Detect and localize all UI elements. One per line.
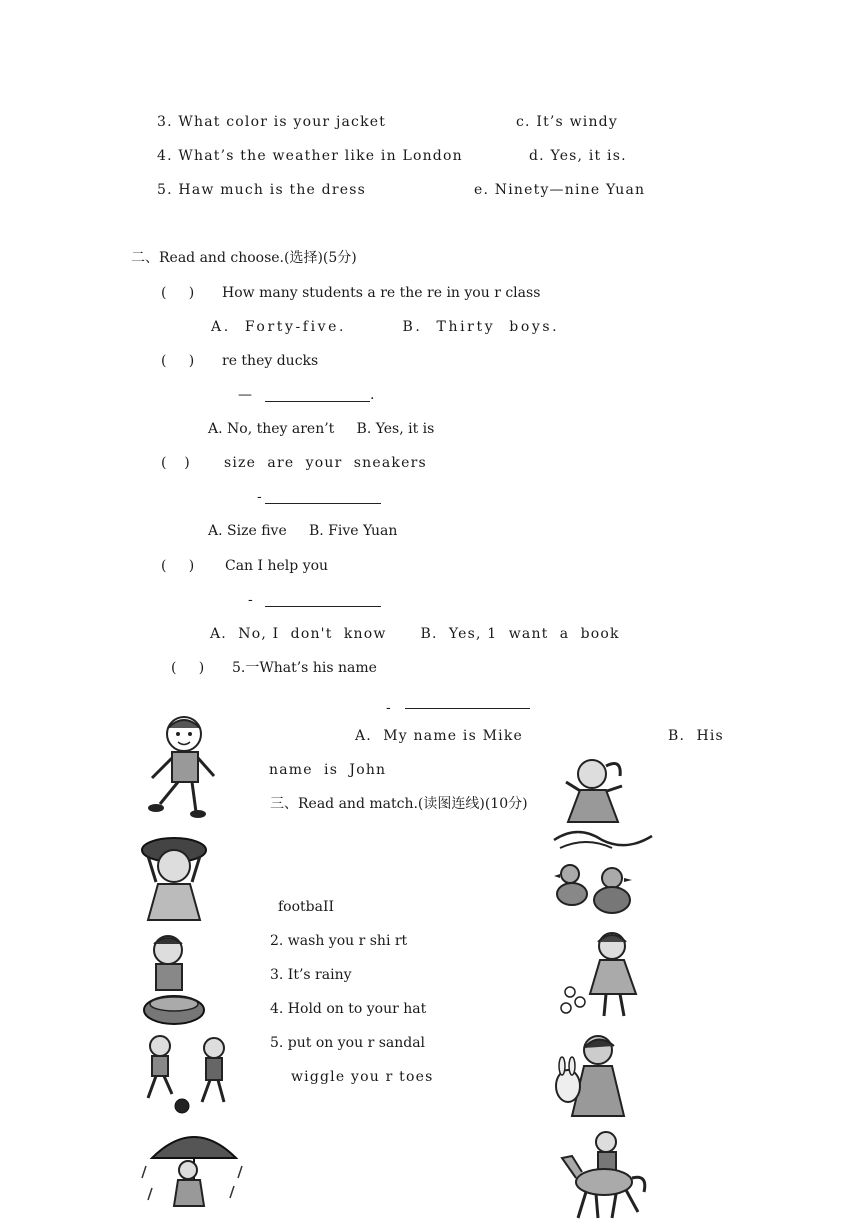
choose-question-4: Can I help you xyxy=(225,558,329,574)
answer-paren-3: ( ) xyxy=(161,455,190,471)
answer-blank-4 xyxy=(265,606,381,607)
answer-blank-2 xyxy=(265,401,370,402)
choose-question-2: re they ducks xyxy=(222,353,319,369)
choose-option-5a: A. My name is Mike xyxy=(355,728,524,744)
match-item-1: footbaII xyxy=(278,899,335,915)
answer-c: c. It’s windy xyxy=(516,114,618,130)
boy-washing-shirt-picture xyxy=(138,932,206,1028)
reply-dash-4: - xyxy=(248,592,253,608)
answer-paren-2: ( ) xyxy=(161,353,195,369)
answer-paren-5: ( ) xyxy=(171,660,205,676)
match-item-5: 5. put on you r sandal xyxy=(270,1035,426,1051)
two-ducklings-picture xyxy=(552,856,640,922)
girl-wiggling-toes-water-picture xyxy=(552,752,654,854)
girl-with-flowers-picture xyxy=(556,928,640,1020)
match-item-3: 3. It’s rainy xyxy=(270,967,352,983)
reply-period-2: . xyxy=(370,387,375,403)
choose-question-5: 5.一What’s his name xyxy=(232,660,377,676)
reply-dash-3: - xyxy=(257,489,262,505)
section-2-heading: 二、Read and choose.(选择)(5分) xyxy=(131,250,357,266)
answer-blank-3 xyxy=(265,503,381,504)
choose-options-4: A. No, I don't know B. Yes, 1 want a book xyxy=(210,626,620,642)
reply-dash-5: - xyxy=(386,700,391,716)
choose-options-1: A. Forty-five. B. Thirty boys. xyxy=(211,319,560,335)
match-item-4: 4. Hold on to your hat xyxy=(270,1001,427,1017)
choose-question-1: How many students a re the re in you r class xyxy=(222,285,541,301)
answer-blank-5 xyxy=(405,708,530,709)
kids-playing-football-picture xyxy=(138,1032,238,1114)
question-4: 4. What’s the weather like in London xyxy=(157,148,463,164)
choose-options-2: A. No, they aren’t B. Yes, it is xyxy=(208,421,435,437)
girl-with-rabbit-picture xyxy=(548,1030,628,1128)
section-3-heading: 三、Read and match.(读图连线)(10分) xyxy=(270,796,528,812)
answer-paren-4: ( ) xyxy=(161,558,195,574)
choose-options-3: A. Size five B. Five Yuan xyxy=(208,523,398,539)
child-riding-horse-picture xyxy=(552,1130,652,1222)
answer-paren-1: ( ) xyxy=(161,285,195,301)
question-5: 5. Haw much is the dress xyxy=(157,182,366,198)
question-3: 3. What color is your jacket xyxy=(157,114,387,130)
child-umbrella-rain-picture xyxy=(138,1122,250,1212)
answer-d: d. Yes, it is. xyxy=(529,148,627,164)
answer-e: e. Ninety—nine Yuan xyxy=(474,182,646,198)
match-item-2: 2. wash you r shi rt xyxy=(270,933,408,949)
match-item-6: wiggle you r toes xyxy=(291,1069,434,1085)
girl-holding-hat-picture xyxy=(138,830,210,926)
choose-question-3: size are your sneakers xyxy=(224,455,427,471)
reply-dash-2: — xyxy=(238,387,252,403)
choose-option-5b: B. His xyxy=(668,728,724,744)
choose-option-5b-continued: name is John xyxy=(269,762,387,778)
boy-kicking-picture xyxy=(140,712,220,822)
